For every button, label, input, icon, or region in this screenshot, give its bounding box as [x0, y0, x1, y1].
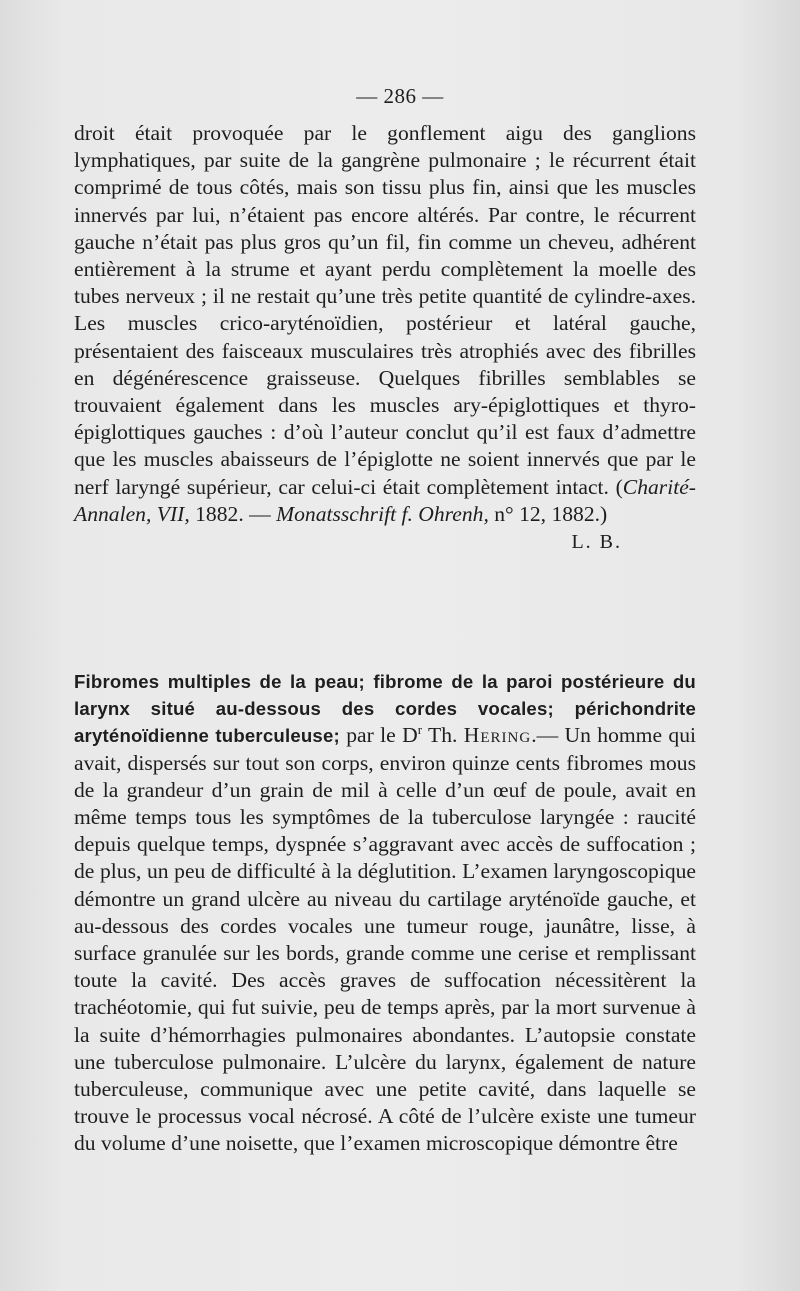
- article-section: [74, 668, 696, 1158]
- reference-number: n° 12, 1882.): [488, 501, 608, 526]
- article-heading: Fibromes multiples de la peau; fibrome de la paroi postérieure du larynx situé au-dessous des cordes vocales; périchondrite aryténoïdienne tuberculeuse;: [74, 671, 696, 747]
- author-signature: L. B.: [571, 531, 622, 554]
- author-first-name: Th.: [422, 723, 464, 748]
- article-paragraph: [74, 668, 696, 1158]
- section-continuation: [74, 120, 696, 556]
- body-paragraph: [74, 120, 696, 528]
- author-last-name: Hering: [463, 723, 532, 748]
- reference-source-2: Monatsschrift f. Ohrenh,: [276, 501, 489, 526]
- reference-source-1: Charité-Annalen, VII,: [74, 474, 696, 526]
- paragraph-text: droit était provoquée par le gonflement aigu des ganglions lymphatiques, par suite de la gangrène pulmonaire ; le récurrent était comprimé de tous côtés, mais son tissu plus fin, ainsi que les muscles innervés par lui, n’étaient pas encore altérés. Par contre, le récurrent gauche n’était pas plus gros qu’un fil, fin comme un cheveu, adhérent entièrement à la strume et ayant perdu complètement la moelle des tubes nerveux ; il ne restait qu’une très petite quantité de cylindre-axes. Les muscles crico-aryténoïdien, postérieur et latéral gauche, présentaient des faisceaux musculaires très atrophiés avec des fibrilles en dégénérescence graisseuse. Quelques fibrilles semblables se trouvaient également dans les muscles ary-épiglottiques et thyro-épiglottiques gauches : d’où l’auteur conclut qu’il est faux d’admettre que les muscles abaisseurs de l’épiglotte ne soient innervés que par le nerf laryngé supérieur, car celui-ci était complètement intact.: [74, 121, 696, 499]
- reference-year-1: 1882. —: [189, 501, 277, 526]
- author-title-sup: r: [417, 722, 423, 738]
- author-prefix: par le D: [339, 723, 418, 748]
- article-body: .— Un homme qui avait, dispersés sur tout son corps, environ quinze cents fibromes mous de la grandeur d’un grain de mil à celle d’un œuf de poule, avait en même temps tous les symptômes de la tuberculose laryngée : raucité depuis quelque temps, dyspnée s’aggravant avec accès de suffocation ; de plus, un peu de difficulté à la déglutition. L’examen laryngoscopique démontre un grand ulcère au niveau du cartilage aryténoïde gauche, et au-dessous des cordes vocales une tumeur rouge, jaunâtre, lisse, à surface granulée sur les bords, grande comme une cerise et remplissant toute la cavité. Des accès graves de suffocation nécessitèrent la trachéotomie, qui fut suivie, peu de temps après, par la mort survenue à la suite d’hémorrhagies pulmonaires abondantes. L’autopsie constate une tuberculose pulmonaire. L’ulcère du larynx, également de nature tuberculeuse, communique avec une petite cavité, dans laquelle se trouve le processus vocal nécrosé. A côté de l’ulcère existe une tumeur du volume d’une noisette, que l’examen microscopique démontre être: [74, 723, 696, 1156]
- page-number: — 286 —: [356, 84, 444, 108]
- reference-open: (: [615, 474, 623, 499]
